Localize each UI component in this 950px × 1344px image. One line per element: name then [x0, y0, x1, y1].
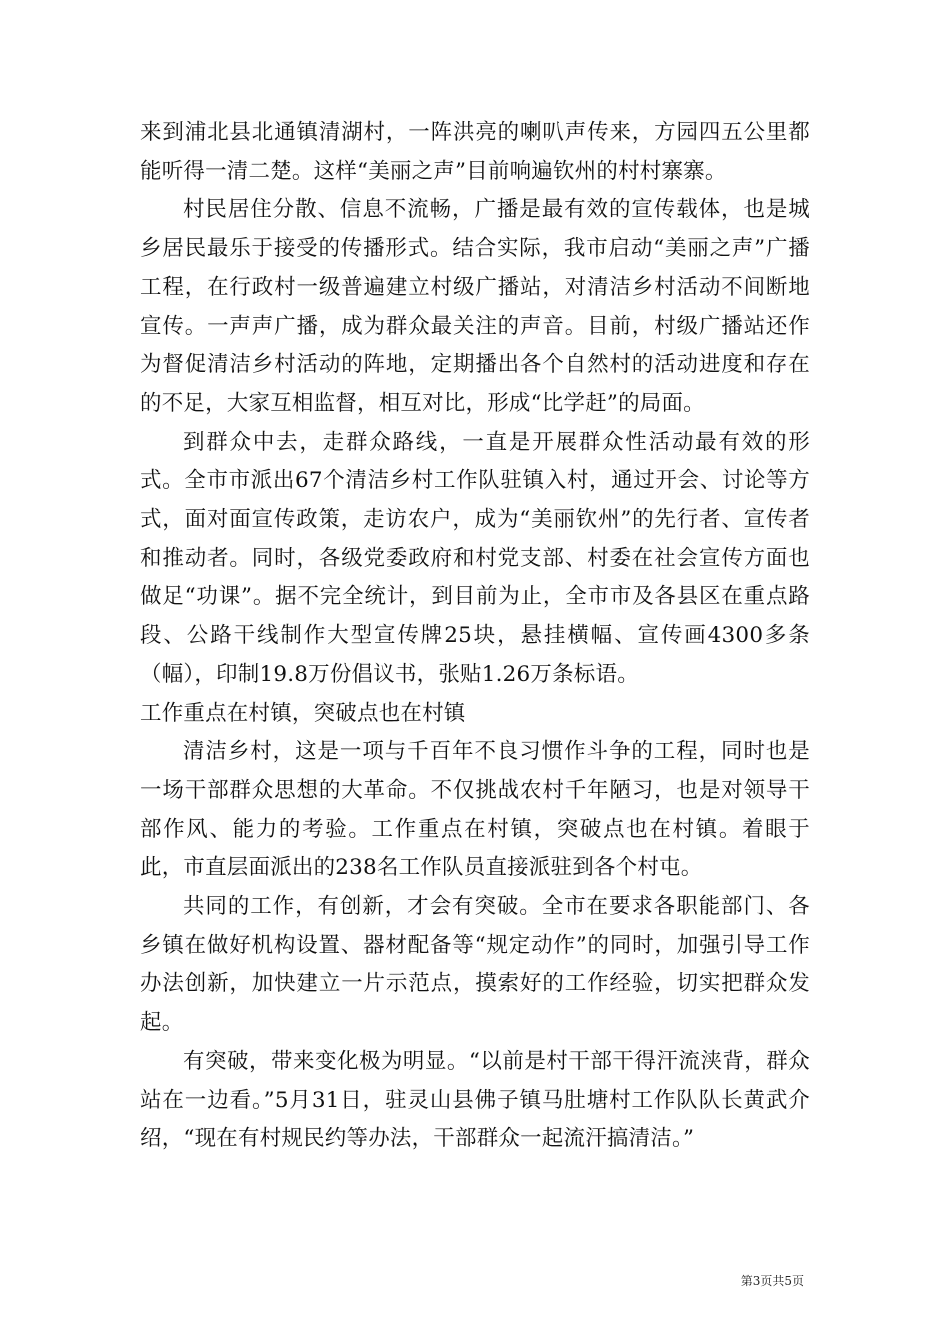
- document-body: [140, 114, 810, 1159]
- paragraph-5: 共同的工作，有创新，才会有突破。全市在要求各职能部门、各乡镇在做好机构设置、器材配备等“规定动作”的同时，加强引导工作办法创新，加快建立一片示范点，摸索好的工作经验，切实把群众发起。: [140, 894, 810, 1036]
- section-heading: 工作重点在村镇，突破点也在村镇: [140, 700, 466, 726]
- paragraph-1: 来到浦北县北通镇清湖村，一阵洪亮的喇叭声传来，方园四五公里都能听得一清二楚。这样“美丽之声”目前响遍钦州的村村寨寨。: [140, 120, 810, 184]
- paragraph-6: 有突破，带来变化极为明显。“以前是村干部干得汗流浃背，群众站在一边看。”5月31日，驻灵山县佛子镇马肚塘村工作队队长黄武介绍，“现在有村规民约等办法，干部群众一起流汗搞清洁。”: [140, 1048, 810, 1152]
- page-number: 第3页共5页: [740, 1274, 804, 1288]
- paragraph-3: 到群众中去，走群众路线，一直是开展群众性活动最有效的形式。全市市派出67个清洁乡村工作队驻镇入村，通过开会、讨论等方式，面对面宣传政策，走访农户，成为“美丽钦州”的先行者、宣传者和推动者。同时，各级党委政府和村党支部、村委在社会宣传方面也做足“功课”。据不完全统计，到目前为止，全市市及各县区在重点路段、公路干线制作大型宣传牌25块，悬挂横幅、宣传画4300多条（幅），印制19.8万份倡议书，张贴1.26万条标语。: [140, 429, 810, 687]
- paragraph-2: 村民居住分散、信息不流畅，广播是最有效的宣传载体，也是城乡居民最乐于接受的传播形式。结合实际，我市启动“美丽之声”广播工程，在行政村一级普遍建立村级广播站，对清洁乡村活动不间断地宣传。一声声广播，成为群众最关注的声音。目前，村级广播站还作为督促清洁乡村活动的阵地，定期播出各个自然村的活动进度和存在的不足，大家互相监督，相互对比，形成“比学赶”的局面。: [140, 197, 810, 416]
- paragraph-4: 清洁乡村，这是一项与千百年不良习惯作斗争的工程，同时也是一场干部群众思想的大革命。不仅挑战农村千年陋习，也是对领导干部作风、能力的考验。工作重点在村镇，突破点也在村镇。着眼于此，市直层面派出的238名工作队员直接派驻到各个村屯。: [140, 739, 810, 881]
